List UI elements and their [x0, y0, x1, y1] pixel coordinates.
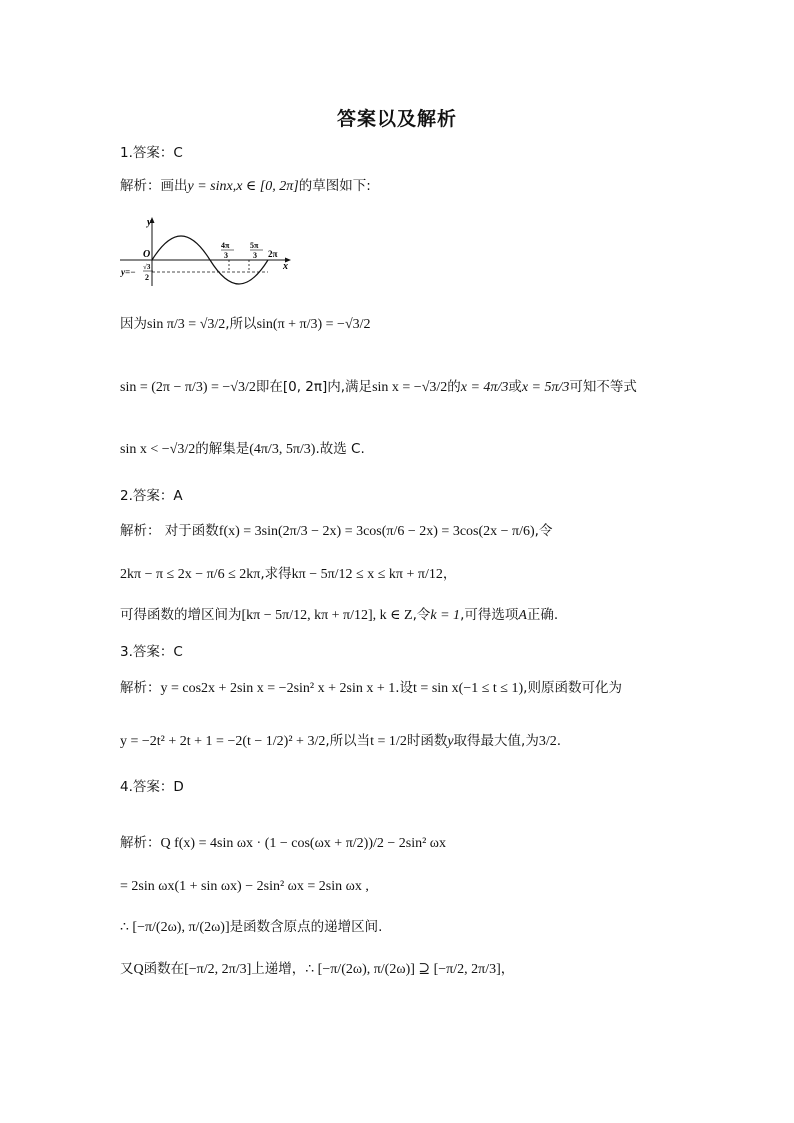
- q2-l2-math: 2kπ − π ≤ 2x − π/6 ≤ 2kπ: [120, 567, 261, 582]
- q1-intro-math: y = sinx,x ∈ [0, 2π]: [187, 179, 299, 194]
- q1-line3: [120, 443, 365, 457]
- tick-5pi-label: 5π: [250, 241, 259, 250]
- q4-line3: [120, 921, 382, 935]
- q1-l2-text3: 或: [508, 379, 522, 395]
- level-sqrt3-label: √3: [143, 263, 151, 271]
- q2-l3-math1: [kπ − 5π/12, kπ + π/12]: [241, 608, 373, 623]
- q2-l3-text4: 正确.: [526, 607, 559, 623]
- tick-2pi-label: 2π: [268, 249, 278, 259]
- q4-line1: [120, 837, 446, 851]
- q3-l2-text: ,所以当: [325, 733, 371, 749]
- q2-line2: [120, 568, 456, 582]
- q1-l2-math2: sin x = −√3/2: [372, 380, 448, 395]
- q1-l2-math3: x = 4π/3: [460, 380, 509, 395]
- q4-l3-math: ∴ [−π/(2ω), π/(2ω)]: [120, 920, 230, 935]
- q2-l1-math: f(x) = 3sin(2π/3 − 2x) = 3cos(π/6 − 2x) = 3cos(2x − π/6): [218, 524, 535, 539]
- q1-line1: [120, 318, 371, 332]
- q3-line1: [120, 682, 622, 696]
- q3-l2-math: y = −2t² + 2t + 1 = −2(t − 1/2)² + 3/2: [120, 734, 326, 749]
- q1-l3-math2: (4π/3, 5π/3): [249, 442, 316, 457]
- q3-l2-text2: 时函数: [406, 733, 448, 749]
- q2-l3-text3: ,可得选项: [460, 607, 519, 623]
- q2-l3-math4: A: [518, 608, 527, 623]
- q2-line1: [120, 525, 552, 539]
- q1-l2-math1: sin = (2π − π/3) = −√3/2: [120, 380, 256, 395]
- q2-l2-text: ,求得: [260, 566, 292, 582]
- q2-l3-text1: 可得函数的增区间为: [120, 607, 242, 623]
- tick-5pi3-three: 3: [253, 251, 257, 260]
- q4-l3-text: 是函数含原点的递增区间.: [229, 919, 383, 935]
- q2-l1-tail: ,令: [534, 523, 553, 539]
- q2-l3-math2: , k ∈ Z: [372, 608, 413, 623]
- q1-intro-tail: 的草图如下:: [298, 178, 371, 194]
- q2-l2-tail: ，: [442, 566, 457, 582]
- q3-l1-text2: .设: [395, 680, 414, 696]
- q4-l4-tail: ，: [500, 961, 515, 977]
- q1-l3-text1: 的解集是: [195, 441, 250, 457]
- q1-l1-text: 因为: [120, 316, 147, 332]
- y-axis-label: y: [147, 217, 152, 228]
- q3-l2-math3: y: [447, 734, 454, 749]
- q1-l1-mid: ,所以: [225, 316, 257, 332]
- q1-l2-text1: 即在[0, 2π]内,满足: [255, 379, 373, 395]
- q3-l2-math4: 3/2: [538, 734, 557, 749]
- q4-line2: [120, 880, 369, 894]
- q2-answer: 2.答案：A: [120, 488, 183, 504]
- q3-answer: 3.答案：C: [120, 644, 183, 660]
- origin-label: O: [143, 249, 151, 260]
- q4-l4-math2: [−π/2, 2π/3]: [184, 962, 252, 977]
- q4-l4-text3: 上递增，: [251, 961, 306, 977]
- level-line-label: y=−: [121, 267, 136, 277]
- q1-l2-math4: x = 5π/3: [521, 380, 570, 395]
- x-axis-label: x: [283, 261, 288, 272]
- q2-l3-text2: ,令: [412, 607, 431, 623]
- q1-intro: 解析：画出: [120, 178, 188, 194]
- q2-line3: [120, 609, 558, 623]
- q1-answer: 1.答案：C: [120, 145, 183, 161]
- q4-l4-text2: 函数在: [143, 961, 185, 977]
- tick-4pi3-three: 3: [224, 251, 228, 260]
- q4-line4: [120, 963, 514, 977]
- q4-l4-text1: 又: [120, 961, 134, 977]
- q3-l1-math2: t = sin x(−1 ≤ t ≤ 1): [413, 681, 524, 696]
- q4-answer: 4.答案：D: [120, 779, 184, 795]
- q3-l1-text3: ,则原函数可化为: [523, 680, 622, 696]
- q1-intro-line: [120, 180, 371, 194]
- q4-l4-math1: Q: [133, 962, 144, 977]
- q3-l2-tail: .: [556, 733, 562, 749]
- q1-l2-text4: 可知不等式: [569, 379, 637, 395]
- q1-l1-math2: sin(π + π/3) = −√3/2: [256, 317, 371, 332]
- q4-l1-math: Q f(x) = 4sin ωx · (1 − cos(ωx + π/2))/2 − 2sin² ωx: [160, 836, 447, 851]
- q2-l3-math3: k = 1: [430, 608, 461, 623]
- q1-line2: [120, 381, 637, 395]
- tick-4pi-label: 4π: [221, 241, 230, 250]
- q1-l2-text2: 的: [447, 379, 461, 395]
- q3-l2-math2: t = 1/2: [370, 734, 407, 749]
- level-two-label: 2: [145, 273, 149, 282]
- q2-l2-math2: kπ − 5π/12 ≤ x ≤ kπ + π/12: [291, 567, 443, 582]
- q1-l3-text2: .故选 C.: [315, 441, 365, 457]
- q4-l1-text: 解析：: [120, 835, 161, 851]
- q3-line2: [120, 735, 561, 749]
- q3-l2-text3: 取得最大值,为: [453, 733, 539, 749]
- q4-l4-math3: ∴ [−π/(2ω), π/(2ω)] ⊇ [−π/2, 2π/3]: [305, 962, 501, 977]
- q3-l1-math: y = cos2x + 2sin x = −2sin² x + 2sin x + 1: [160, 681, 396, 696]
- q3-l1-text: 解析：: [120, 680, 161, 696]
- q1-l1-math1: sin π/3 = √3/2: [147, 317, 226, 332]
- sine-sketch-graph: [118, 214, 298, 288]
- q4-l2-math: = 2sin ωx(1 + sin ωx) − 2sin² ωx = 2sin ωx ,: [120, 879, 369, 894]
- q2-l1-text: 解析： 对于函数: [120, 523, 219, 539]
- page-title: 答案以及解析: [336, 108, 457, 130]
- q1-l3-math1: sin x < −√3/2: [120, 442, 196, 457]
